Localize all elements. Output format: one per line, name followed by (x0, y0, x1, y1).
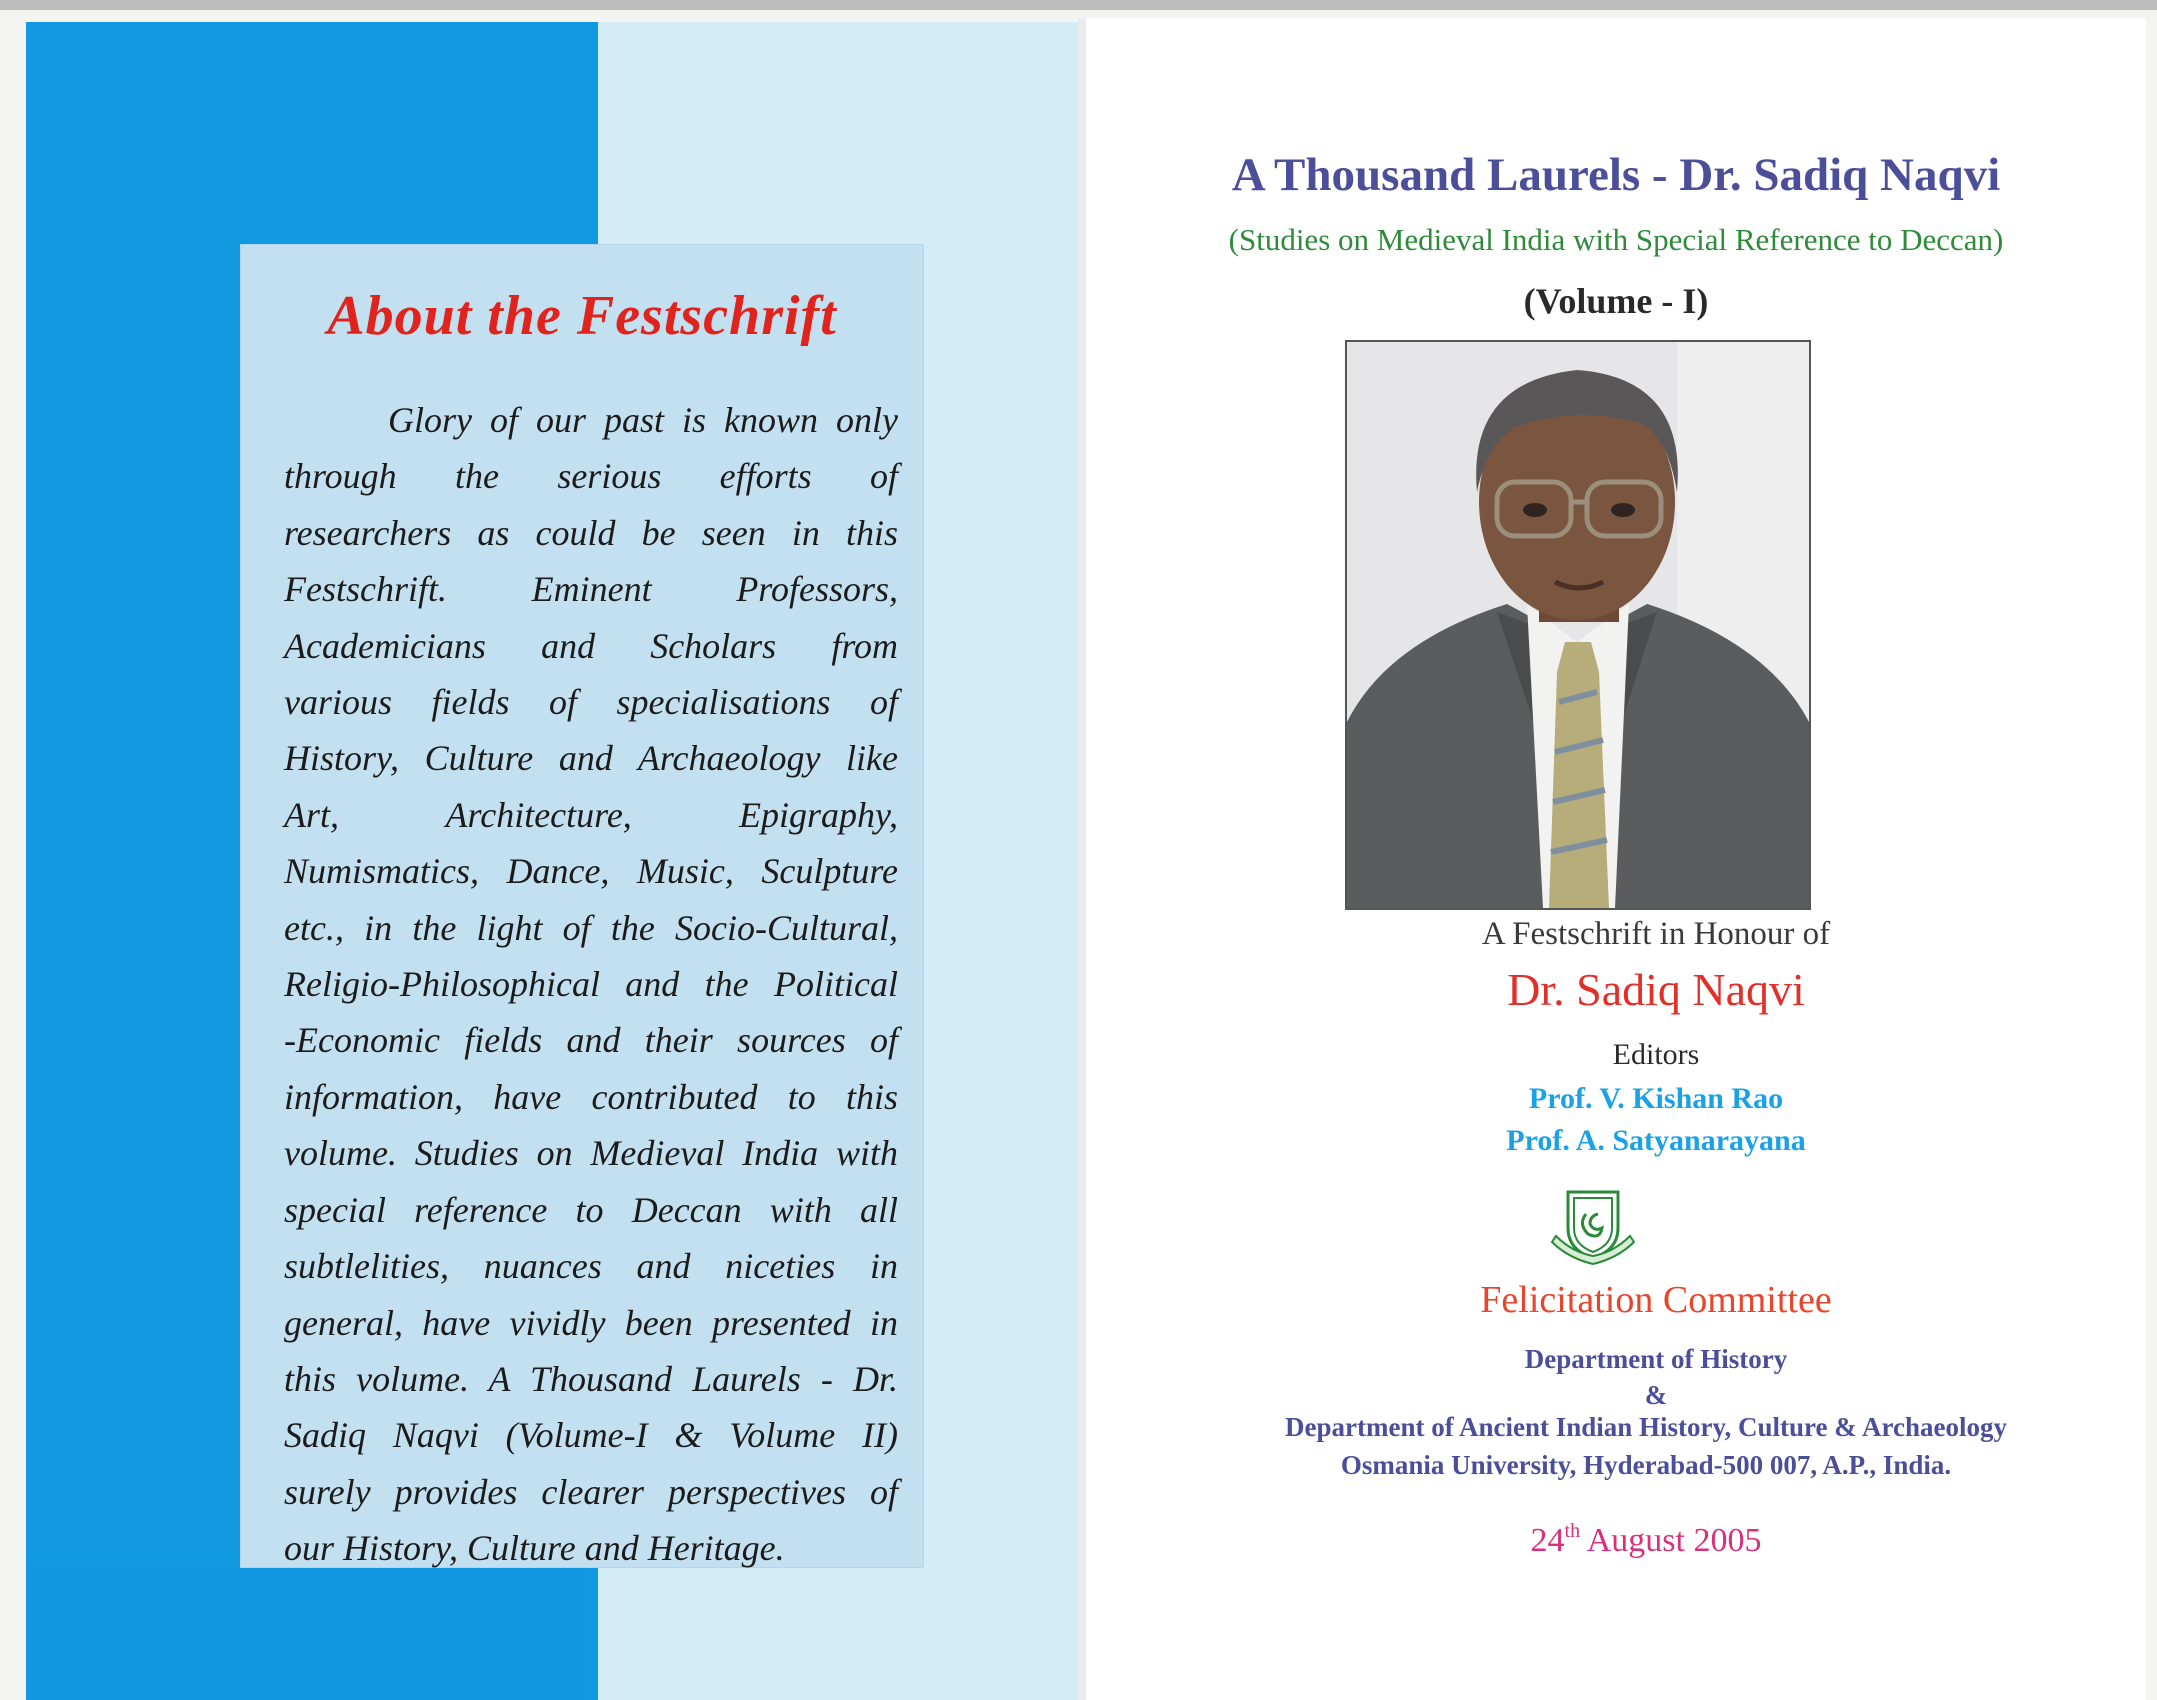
date-day: 24 (1530, 1522, 1565, 1559)
body-line: special reference to Deccan with all (284, 1189, 898, 1230)
panel-heading: About the Festschrift (327, 285, 837, 347)
title-page (1086, 18, 2146, 1700)
body-line: this volume. A Thousand Laurels - Dr. (284, 1358, 898, 1399)
body-line: Glory of our past is known only (388, 400, 898, 440)
body-line: History, Culture and Archaeology like (284, 738, 898, 779)
body-line: various fields of specialisations of (284, 682, 898, 723)
body-line: researchers as could be seen in this (284, 512, 898, 553)
ampersand: & (1644, 1380, 1668, 1410)
body-line: through the serious efforts of (284, 456, 898, 497)
body-line: -Economic fields and their sources of (284, 1020, 898, 1061)
body-line: Art, Architecture, Epigraphy, (284, 794, 898, 835)
committee-heading: Felicitation Committee (1480, 1279, 1832, 1321)
honoree-name: Dr. Sadiq Naqvi (1507, 964, 1805, 1015)
body-line: etc., in the light of the Socio-Cultural, (284, 907, 898, 948)
portrait-photo-icon (1345, 340, 1811, 910)
editor-name: Prof. V. Kishan Rao (1528, 1082, 1784, 1115)
body-line: general, have vividly been presented in (284, 1302, 898, 1343)
body-line: information, have contributed to this (284, 1076, 898, 1117)
editors-label: Editors (1612, 1038, 1700, 1071)
volume-label: (Volume - I) (1523, 281, 1709, 321)
book-title: A Thousand Laurels - Dr. Sadiq Naqvi (1231, 149, 2001, 201)
body-line: Academicians and Scholars from (284, 625, 898, 666)
university-emblem-icon (1548, 1184, 1638, 1266)
date-suffix: th (1564, 1520, 1581, 1542)
department-history: Department of History (1524, 1344, 1788, 1374)
body-line: surely provides clearer perspectives of (284, 1471, 898, 1512)
department-ancient-history: Department of Ancient Indian History, Culture & Archaeology (1285, 1412, 2007, 1442)
festschrift-line: A Festschrift in Honour of (1481, 916, 1831, 952)
date-rest: August 2005 (1580, 1522, 1762, 1559)
festschrift-text-panel (240, 244, 924, 1568)
publication-date (1086, 1520, 2146, 1560)
body-line: Numismatics, Dance, Music, Sculpture (284, 851, 898, 892)
body-line: Religio-Philosophical and the Political (284, 964, 898, 1005)
panel-body (284, 392, 898, 1577)
body-line: our History, Culture and Heritage. (284, 1528, 785, 1569)
body-line: subtlelities, nuances and niceties in (284, 1246, 898, 1287)
book-subtitle: (Studies on Medieval India with Special Reference to Deccan) (1228, 222, 2004, 257)
body-line: volume. Studies on Medieval India with (284, 1133, 898, 1174)
scan-edge (0, 0, 2157, 10)
back-cover-page (26, 22, 1089, 1700)
blue-stripe-lower (26, 1562, 586, 1700)
university-address: Osmania University, Hyderabad-500 007, A.P., India. (1340, 1450, 1952, 1480)
editor-name: Prof. A. Satyanarayana (1506, 1124, 1806, 1157)
body-line: Sadiq Naqvi (Volume-I & Volume II) (284, 1415, 898, 1456)
body-line: Festschrift. Eminent Professors, (284, 569, 898, 610)
